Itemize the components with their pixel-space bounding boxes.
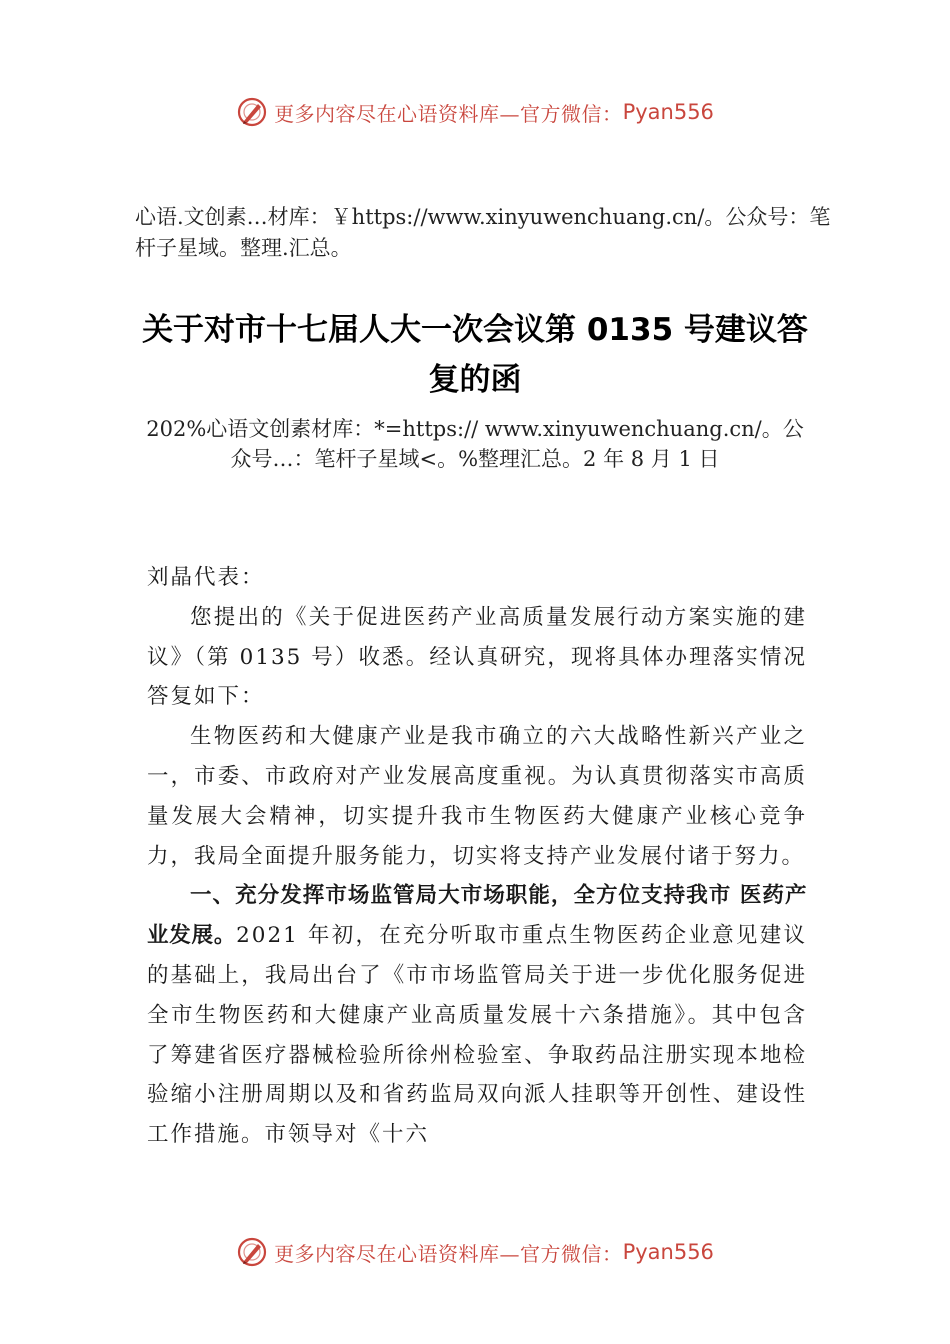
banner-text: 更多内容尽在心语资料库—官方微信： (274, 1241, 623, 1266)
paragraph-1: 您提出的《关于促进医药产业高质量发展行动方案实施的建议》（第 0135 号）收悉。经认真研究，现将具体办理落实情况答复如下： (147, 604, 807, 710)
header-note: 心语.文创素…材库：￥https://www.xinyuwenchuang.cn/。公众号：笔杆子星域。整理.汇总。 (135, 205, 831, 260)
paragraph-2: 生物医药和大健康产业是我市确立的六大战略性新兴产业之一，市委、市政府对产业发展高度重视。为认真贯彻落实市高质量发展大会精神，切实提升我市生物医药大健康产业核心竞争力，我局全面提升服务能力，切实将支持产业发展付诸于努力。 (147, 724, 807, 869)
subtitle: 202%心语文创素材库：*=https:// www.xinyuwenchuang.cn/。公众号…：笔杆子星域<。%整理汇总。2 年 8 月 1 日 (146, 417, 804, 471)
section-1 (147, 876, 807, 1155)
pen-logo-icon (236, 96, 268, 128)
top-banner (0, 92, 950, 132)
document-body (147, 558, 807, 1155)
banner-wechat-id: Pyan556 (622, 1240, 714, 1264)
pen-logo-icon (236, 1236, 268, 1268)
section-1-body: 2021 年初，在充分听取市重点生物医药企业意见建议的基础上，我局出台了《市市场监管局关于进一步优化服务促进全市生物医药和大健康产业高质量发展十六条措施》。其中包含了筹建省医疗器械检验所徐州检验室、争取药品注册实现本地检验缩小注册周期以及和省药监局双向派人挂职等开创性、建设性工作措施。市领导对《十六 (147, 923, 807, 1148)
banner-text: 更多内容尽在心语资料库—官方微信： (274, 101, 623, 126)
bottom-banner (0, 1232, 950, 1272)
salutation: 刘晶代表： (147, 565, 265, 590)
page-title: 关于对市十七届人大一次会议第 0135 号建议答复的函 (142, 312, 808, 398)
section-1-heading: 一、充分发挥市场监管局大市场职能，全方位支持我市 医药产业发展。 (147, 883, 807, 949)
banner-wechat-id: Pyan556 (622, 100, 714, 124)
